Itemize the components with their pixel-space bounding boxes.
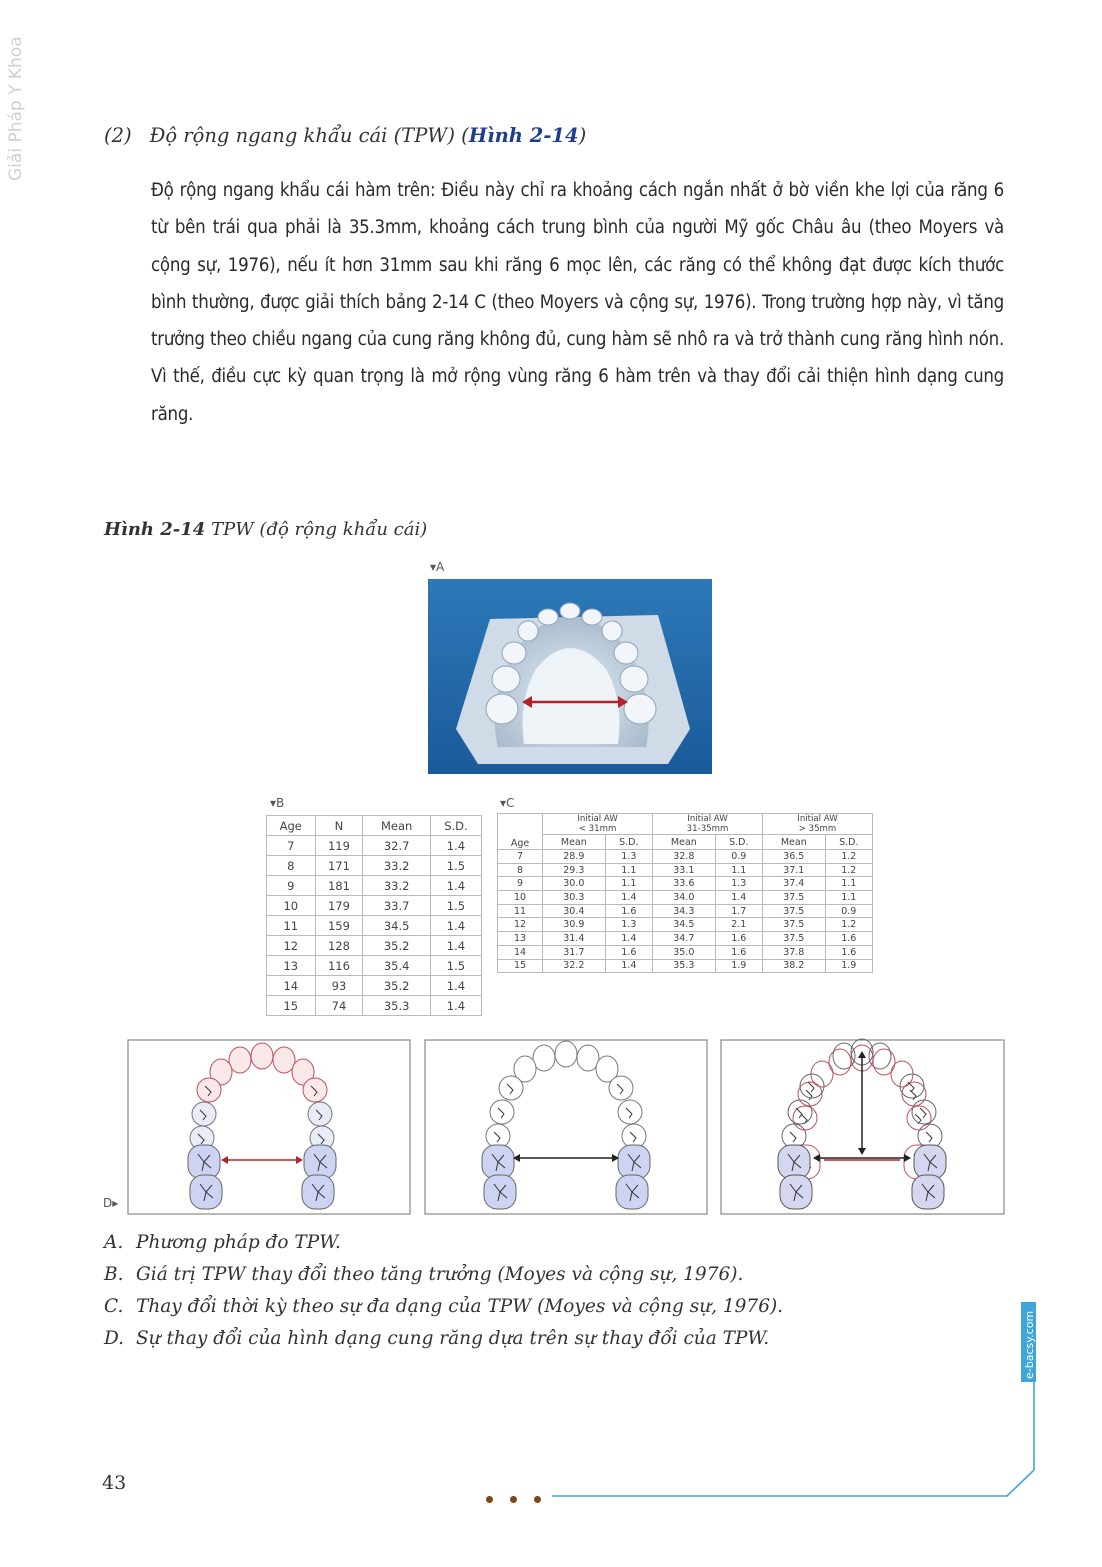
cell: 1.1	[825, 891, 872, 905]
cell: 34.3	[653, 904, 716, 918]
figure-title: TPW (độ rộng khẩu cái)	[211, 519, 428, 540]
cell: 74	[315, 996, 363, 1016]
section-title: Độ rộng ngang khẩu cái (TPW) (	[149, 124, 469, 147]
cell: 37.5	[763, 932, 826, 946]
cell: 37.1	[763, 863, 826, 877]
cell: 1.4	[605, 932, 652, 946]
cell: 33.7	[363, 896, 431, 916]
body-paragraph: Độ rộng ngang khẩu cái hàm trên: Điều này chỉ ra khoảng cách ngắn nhất ở bờ viền khe lợi của răng 6 từ bên trái qua phải là 35.3mm, khoảng cách trung bình của người Mỹ gốc Châu âu (theo Moyers và cộng sự, 1976), nếu ít hơn 31mm sau khi răng 6 mọc lên, các răng có thể không đạt được kích thước bình thường, được giải thích bảng 2-14 C (theo Moyers và cộng sự, 1976). Trong trường hợp này, vì tăng trưởng theo chiều ngang của cung răng không đủ, cung hàm sẽ nhô ra và trở thành cung răng hình nón. Vì thế, điều cực kỳ quan trọng là mở rộng vùng răng 6 hàm trên và thay đổi cải thiện hình dạng cung răng.	[151, 180, 1004, 425]
cell: 1.1	[825, 877, 872, 891]
cell: 8	[267, 856, 316, 876]
cell: 32.2	[543, 959, 606, 973]
cell: 33.6	[653, 877, 716, 891]
cell: 14	[498, 945, 543, 959]
cell: 12	[498, 918, 543, 932]
cell: 38.2	[763, 959, 826, 973]
panel-label-c: ▾C	[500, 796, 515, 810]
website-tag-text: e-bacsy.com	[1023, 1310, 1036, 1379]
side-title-text: Giải Pháp Y Khoa	[6, 36, 26, 181]
cell: 31.4	[543, 932, 606, 946]
cell: 35.3	[363, 996, 431, 1016]
arch-shape-diagrams	[100, 1036, 1010, 1218]
group-label: Initial AW	[797, 814, 838, 824]
cell: 30.4	[543, 904, 606, 918]
cell: 37.5	[763, 918, 826, 932]
panel-label-d: D▸	[103, 1196, 119, 1210]
page-number: 43	[102, 1472, 127, 1494]
legend-item-b	[104, 1264, 743, 1285]
legend-letter: D.	[104, 1328, 125, 1349]
group-range: 31-35mm	[686, 824, 729, 834]
cell: 37.4	[763, 877, 826, 891]
section-close: )	[578, 124, 587, 147]
cell: 9	[498, 877, 543, 891]
legend-letter: B.	[104, 1264, 124, 1285]
cell: 14	[267, 976, 316, 996]
cell: 1.4	[715, 891, 762, 905]
figure-caption	[104, 519, 427, 540]
cell: 7	[267, 836, 316, 856]
table-row	[267, 956, 482, 976]
cell: 1.4	[605, 959, 652, 973]
cell: 37.5	[763, 904, 826, 918]
legend-letter: A.	[104, 1232, 124, 1253]
cell: 1.6	[605, 945, 652, 959]
legend-text: Thay đổi thời kỳ theo sự đa dạng của TPW (Moyes và cộng sự, 1976).	[136, 1296, 784, 1317]
cell: 37.5	[763, 891, 826, 905]
cell: 35.0	[653, 945, 716, 959]
cell: 34.7	[653, 932, 716, 946]
table-row	[267, 996, 482, 1016]
group-label: Initial AW	[687, 814, 728, 824]
table-row	[498, 850, 873, 864]
cell: 1.2	[825, 850, 872, 864]
cell: 15	[267, 996, 316, 1016]
section-heading	[104, 124, 586, 147]
table-row	[498, 918, 873, 932]
cell: 1.1	[605, 877, 652, 891]
table-row	[498, 959, 873, 973]
cell: 1.5	[430, 856, 481, 876]
header-n: N	[315, 816, 363, 836]
table-row	[498, 877, 873, 891]
group-lt31	[543, 814, 653, 835]
figure-number: Hình 2-14	[104, 519, 206, 540]
cell: 34.5	[363, 916, 431, 936]
cell: 171	[315, 856, 363, 876]
panel-label-b: ▾B	[270, 796, 285, 810]
cell: 37.8	[763, 945, 826, 959]
cell: 34.0	[653, 891, 716, 905]
group-31-35	[653, 814, 763, 835]
cell: 1.3	[605, 918, 652, 932]
cell: 1.4	[430, 936, 481, 956]
header-sd: S.D.	[825, 835, 872, 850]
table-row	[267, 916, 482, 936]
website-tag[interactable]	[1021, 1302, 1036, 1382]
cell: 30.3	[543, 891, 606, 905]
legend-item-c	[104, 1296, 783, 1317]
cell: 116	[315, 956, 363, 976]
cell: 1.4	[430, 916, 481, 936]
cell: 36.5	[763, 850, 826, 864]
cell: 1.7	[715, 904, 762, 918]
cell: 8	[498, 863, 543, 877]
cell: 32.8	[653, 850, 716, 864]
table-row	[498, 904, 873, 918]
sub-header-row	[498, 835, 873, 850]
cell: 30.0	[543, 877, 606, 891]
header-age-c: Age	[498, 814, 543, 850]
table-row	[267, 936, 482, 956]
cell: 35.4	[363, 956, 431, 976]
section-number: (2)	[104, 124, 132, 147]
legend-item-d	[104, 1328, 769, 1349]
cell: 15	[498, 959, 543, 973]
table-row	[498, 863, 873, 877]
header-sd: S.D.	[605, 835, 652, 850]
cell: 28.9	[543, 850, 606, 864]
cell: 11	[498, 904, 543, 918]
cell: 34.5	[653, 918, 716, 932]
tpw-variation-table	[497, 813, 873, 973]
cell: 128	[315, 936, 363, 956]
cell: 35.3	[653, 959, 716, 973]
cell: 1.1	[605, 863, 652, 877]
cell: 1.6	[825, 945, 872, 959]
table-row	[267, 856, 482, 876]
cell: 1.6	[715, 945, 762, 959]
header-mean: Mean	[763, 835, 826, 850]
table-row	[267, 876, 482, 896]
table-row	[267, 896, 482, 916]
panel-label-a: ▾A	[430, 560, 445, 574]
table-row	[498, 891, 873, 905]
table-row	[498, 945, 873, 959]
cell: 1.6	[605, 904, 652, 918]
table-row	[498, 932, 873, 946]
cell: 1.6	[715, 932, 762, 946]
cell: 93	[315, 976, 363, 996]
header-mean: Mean	[543, 835, 606, 850]
legend-text: Sự thay đổi của hình dạng cung răng dựa trên sự thay đổi của TPW.	[136, 1328, 770, 1349]
header-sd: S.D.	[430, 816, 481, 836]
group-label: Initial AW	[577, 814, 618, 824]
group-range: > 35mm	[798, 824, 837, 834]
cell: 2.1	[715, 918, 762, 932]
arch-diagram-narrow	[128, 1040, 410, 1214]
tpw-growth-table	[266, 815, 482, 1016]
cell: 31.7	[543, 945, 606, 959]
cell: 29.3	[543, 863, 606, 877]
footer-dots-icon	[486, 1488, 558, 1507]
arch-diagram-comparison	[721, 1039, 1004, 1214]
cell: 1.2	[825, 918, 872, 932]
cell: 1.4	[605, 891, 652, 905]
legend-item-a	[104, 1232, 341, 1253]
cell: 1.3	[605, 850, 652, 864]
cell: 159	[315, 916, 363, 936]
table-header-row	[267, 816, 482, 836]
table-row	[267, 836, 482, 856]
group-gt35	[763, 814, 873, 835]
cell: 0.9	[825, 904, 872, 918]
table-row	[267, 976, 482, 996]
cell: 1.4	[430, 876, 481, 896]
cell: 10	[498, 891, 543, 905]
cell: 32.7	[363, 836, 431, 856]
cell: 1.9	[825, 959, 872, 973]
header-mean: Mean	[653, 835, 716, 850]
cell: 11	[267, 916, 316, 936]
cell: 1.4	[430, 836, 481, 856]
cell: 1.6	[825, 932, 872, 946]
group-range: < 31mm	[578, 824, 617, 834]
cell: 119	[315, 836, 363, 856]
cell: 1.5	[430, 956, 481, 976]
cell: 1.9	[715, 959, 762, 973]
header-sd: S.D.	[715, 835, 762, 850]
figure-link[interactable]: Hình 2-14	[468, 124, 579, 147]
cell: 1.5	[430, 896, 481, 916]
cell: 30.9	[543, 918, 606, 932]
cell: 7	[498, 850, 543, 864]
cell: 12	[267, 936, 316, 956]
cell: 33.1	[653, 863, 716, 877]
cell: 33.2	[363, 856, 431, 876]
side-title	[2, 6, 28, 186]
arch-diagram-normal	[425, 1040, 707, 1214]
cell: 1.4	[430, 996, 481, 1016]
cell: 1.2	[825, 863, 872, 877]
cell: 179	[315, 896, 363, 916]
header-age: Age	[267, 816, 316, 836]
palate-cast-photo	[428, 579, 712, 774]
header-mean: Mean	[363, 816, 431, 836]
group-header-row	[498, 814, 873, 835]
cell: 13	[498, 932, 543, 946]
cell: 33.2	[363, 876, 431, 896]
cell: 181	[315, 876, 363, 896]
cell: 35.2	[363, 936, 431, 956]
cell: 35.2	[363, 976, 431, 996]
legend-text: Giá trị TPW thay đổi theo tăng trưởng (Moyes và cộng sự, 1976).	[136, 1264, 744, 1285]
legend-text: Phương pháp đo TPW.	[136, 1232, 341, 1253]
cell: 1.1	[715, 863, 762, 877]
legend-letter: C.	[104, 1296, 124, 1317]
footer-decoration	[540, 1380, 1040, 1500]
cell: 9	[267, 876, 316, 896]
cell: 0.9	[715, 850, 762, 864]
cell: 13	[267, 956, 316, 976]
cell: 1.4	[430, 976, 481, 996]
cell: 1.3	[715, 877, 762, 891]
cell: 10	[267, 896, 316, 916]
